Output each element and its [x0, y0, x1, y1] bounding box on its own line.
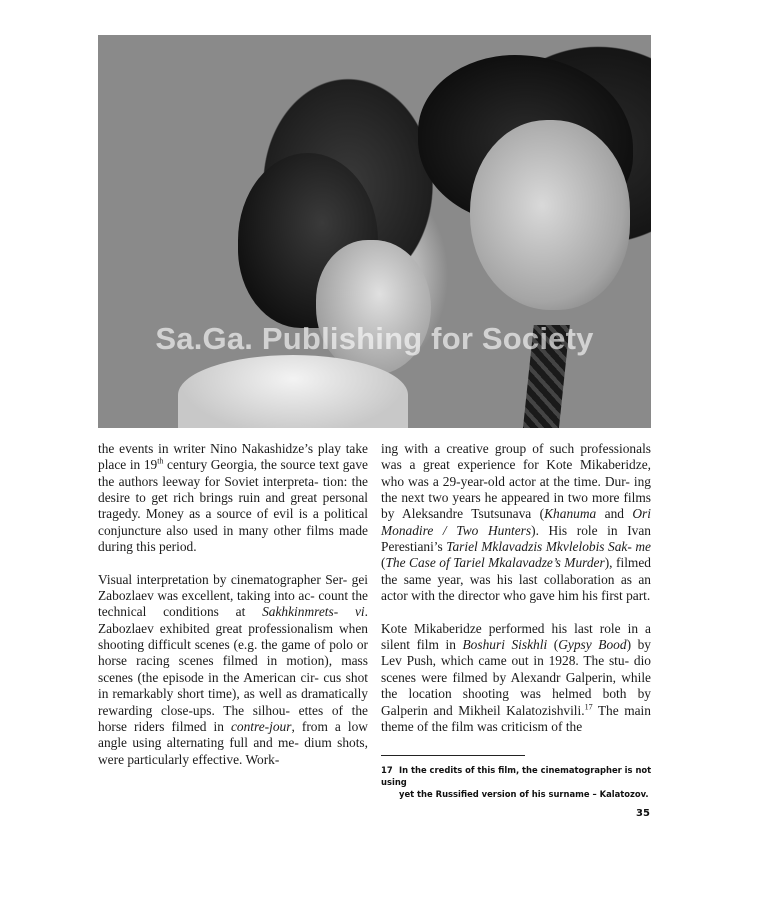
man-face: [470, 120, 630, 310]
footnote-number: 17: [381, 765, 393, 775]
paragraph: Visual interpretation by cinematographer Ser- gei Zabozlaev was excellent, taking into ac- count the technical conditions at Sakhkinmrets- vi. Zabozlaev exhibited great professionalism when shooting difficult scenes (e.g. the game of polo or horse racing scenes filmed in motion), mass scenes (the episode in the American cir- cus shot in remarkably short time), as well as dramatically rewarding close-ups. The silhou- ettes of the horse riders filmed in contre-jour, from a low angle using alternating full and me- dium shots, were particularly effective. Work-: [98, 571, 368, 767]
left-text-column: [98, 441, 368, 768]
paragraph: the events in writer Nino Nakashidze’s play take place in 19th century Georgia, the source text gave the authors leeway for Soviet interpreta- tion: the desire to get rich brings ruin and great personal tragedy. Money as a source of evil is a political conjuncture also used in many other films made during this period.: [98, 441, 368, 555]
footnote: [381, 764, 653, 801]
footnote-line: yet the Russified version of his surname – Kalatozov.: [399, 789, 649, 800]
footnote-reference: 17: [584, 702, 593, 712]
page-number: 35: [636, 808, 650, 819]
paragraph: Kote Mikaberidze performed his last role in a silent film in Boshuri Siskhli (Gypsy Bood) by Lev Push, which came out in 1928. The stu- dio scenes were filmed by Alexandr Galperin, while the location shooting was helmed both by Galperin and Mikheil Kalatozishvili.$^{17}$ The main theme of the film was criticism of the: [381, 620, 651, 734]
publisher-watermark: Sa.Ga. Publishing for Society: [155, 321, 594, 356]
footnote-separator-rule: [381, 755, 525, 756]
right-text-column: [381, 441, 651, 735]
footnote-line: 17 In the credits of this film, the cinematographer is not using: [381, 765, 652, 788]
woman-collar: [178, 355, 408, 428]
film-still-photo: [98, 35, 651, 428]
paragraph: ing with a creative group of such professionals was a great experience for Kote Mikaberidze, who was a 29-year-old actor at the time. Dur- ing the next two years he appeared in two more films by Aleksandre Tsutsunava (Khanuma and Ori Monadire / Two Hunters). His role in Ivan Perestiani’s Tariel Mklavadzis Mkvlelobis Sak- me (The Case of Tariel Mkalavadze’s Murder), filmed the same year, was his last collaboration as an actor with the director who gave him his first part.: [381, 441, 651, 604]
